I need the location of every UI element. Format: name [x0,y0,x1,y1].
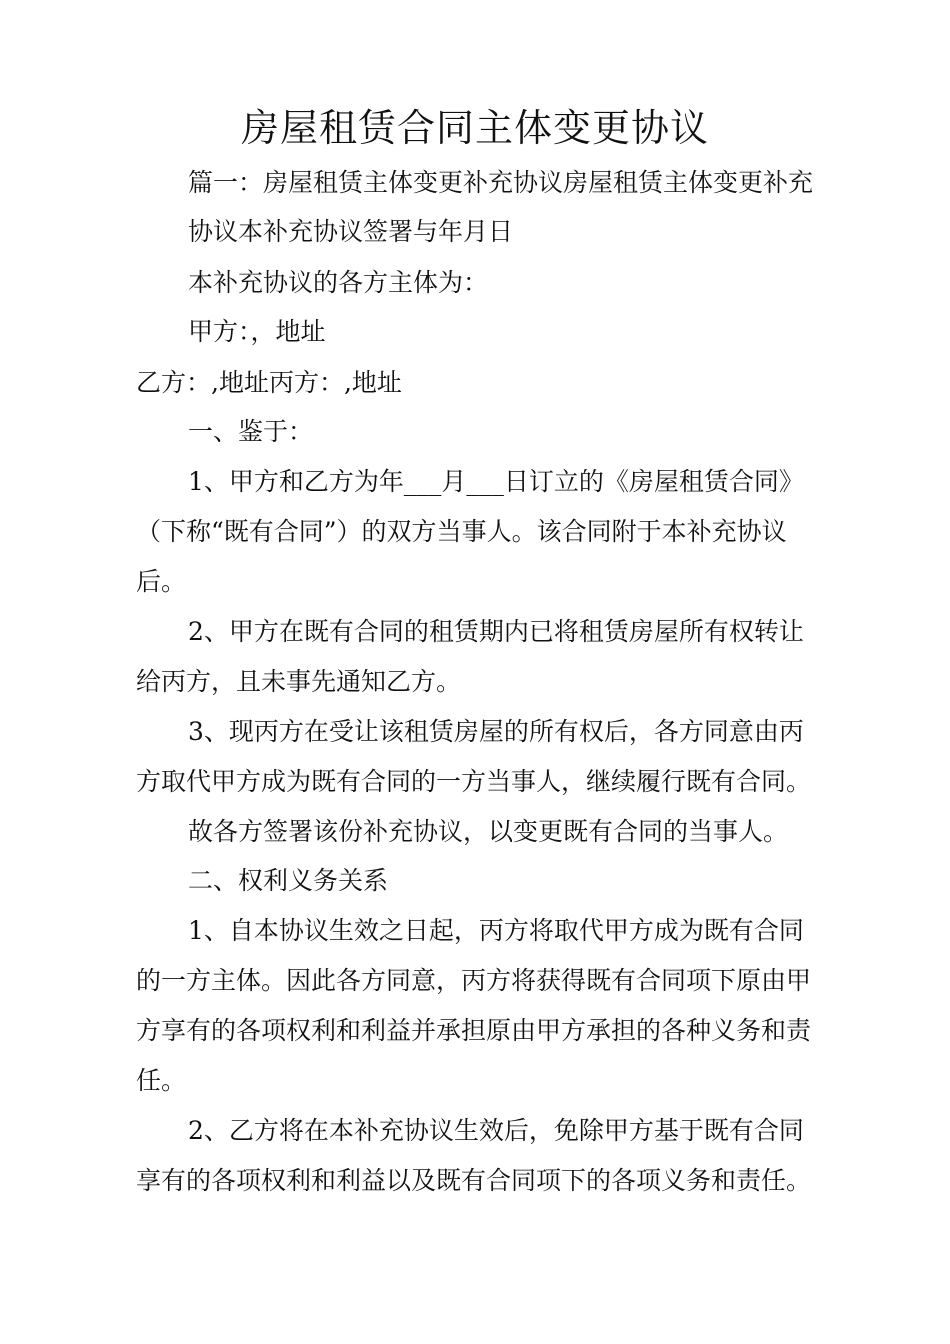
text-line-20: 2、乙方将在本补充协议生效后，免除甲方基于既有合同 [188,1116,804,1145]
text-line-21: 享有的各项权利和利益以及既有合同项下的各项义务和责任。 [136,1166,812,1195]
text-line-11: 给丙方，且未事先通知乙方。 [136,667,462,696]
section-heading-2: 二、权利义务关系 [188,866,389,895]
text-line-7: 1、甲方和乙方为年___月___日订立的《房屋租赁合同》 [188,467,804,496]
text-line-17: 的一方主体。因此各方同意，丙方将获得既有合同项下原由甲 [136,966,812,995]
text-line-18: 方享有的各项权利和利益并承担原由甲方承担的各种义务和责 [136,1016,812,1045]
text-line-19: 任。 [136,1066,187,1095]
section-heading-1: 一、鉴于： [188,417,314,446]
text-line-5: 乙方：,地址丙方：,地址 [136,368,402,397]
text-line-16: 1、自本协议生效之日起，丙方将取代甲方成为既有合同 [188,916,804,945]
text-line-9: 后。 [136,567,187,596]
text-line-2: 协议本补充协议签署与年月日 [188,217,514,246]
text-line-13: 方取代甲方成为既有合同的一方当事人，继续履行既有合同。 [136,767,812,796]
text-line-4: 甲方：，地址 [188,317,326,346]
document-title: 房屋租赁合同主体变更协议 [240,106,709,150]
text-line-1: 篇一：房屋租赁主体变更补充协议房屋租赁主体变更补充 [188,168,814,197]
text-line-8: （下称“既有合同”）的双方当事人。该合同附于本补充协议 [136,517,787,546]
text-line-12: 3、现丙方在受让该租赁房屋的所有权后，各方同意由丙 [188,717,804,746]
text-line-3: 本补充协议的各方主体为： [188,268,489,297]
text-line-14: 故各方签署该份补充协议，以变更既有合同的当事人。 [188,817,789,846]
text-line-10: 2、甲方在既有合同的租赁期内已将租赁房屋所有权转让 [188,617,804,646]
